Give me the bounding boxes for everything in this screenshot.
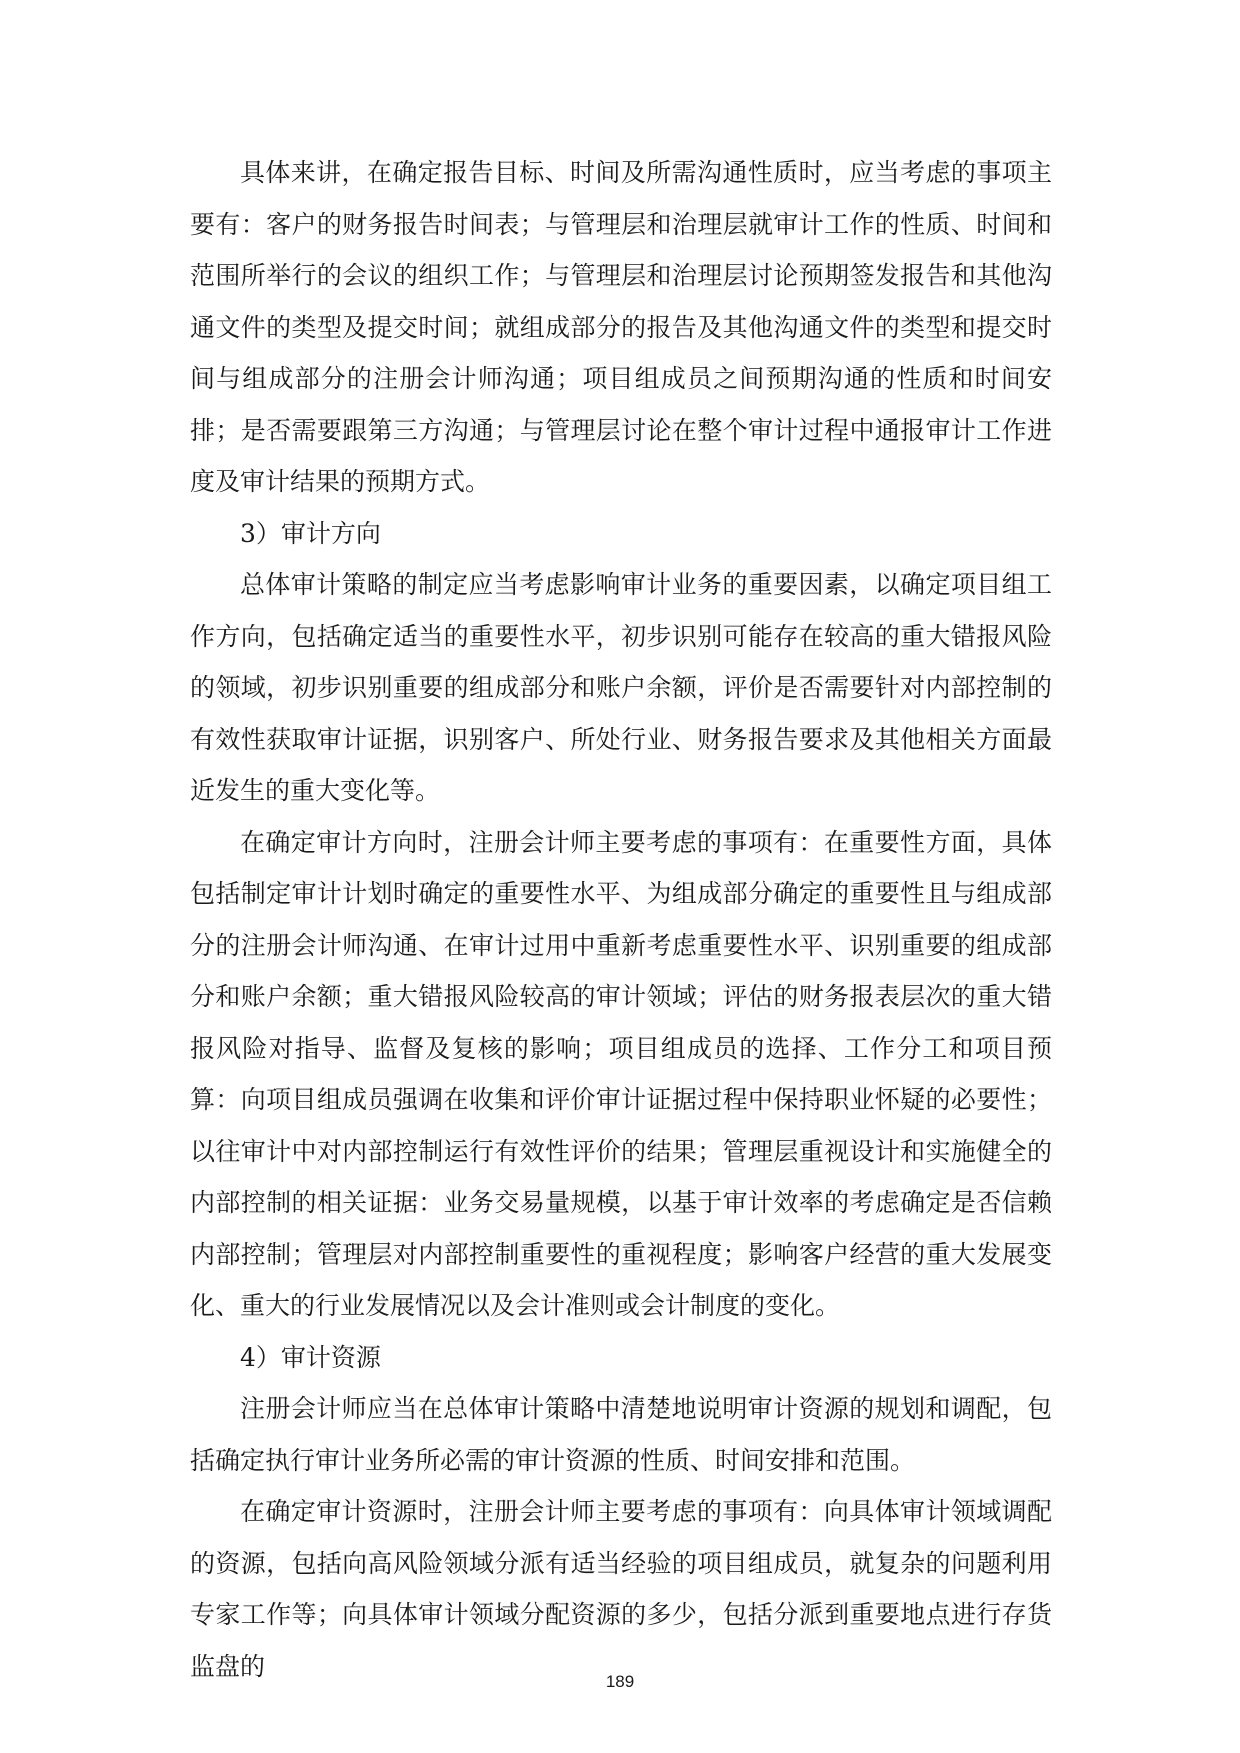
heading-audit-resources: 4）审计资源	[240, 1342, 381, 1372]
paragraph-audit-direction-overview: 总体审计策略的制定应当考虑影响审计业务的重要因素，以确定项目组工作方向，包括确定适当的重要性水平，初步识别可能存在较高的重大错报风险的领域，初步识别重要的组成部分和账户余额，评价是否需要针对内部控制的有效性获取审计证据，识别客户、所处行业、财务报告要求及其他相关方面最近发生的重大变化等。	[190, 570, 1052, 805]
paragraph-audit-resources-matters: 在确定审计资源时，注册会计师主要考虑的事项有：向具体审计领域调配的资源，包括向高风险领域分派有适当经验的项目组成员，就复杂的问题利用专家工作等；向具体审计领域分配资源的多少，包括分派到重要地点进行存货监盘的	[190, 1497, 1052, 1681]
paragraph-audit-resources-overview: 注册会计师应当在总体审计策略中清楚地说明审计资源的规划和调配，包括确定执行审计业务所必需的审计资源的性质、时间安排和范围。	[190, 1394, 1052, 1475]
paragraph-reporting-matters: 具体来讲，在确定报告目标、时间及所需沟通性质时，应当考虑的事项主要有：客户的财务报告时间表；与管理层和治理层就审计工作的性质、时间和范围所举行的会议的组织工作；与管理层和治理层讨论预期签发报告和其他沟通文件的类型及提交时间；就组成部分的报告及其他沟通文件的类型和提交时间与组成部分的注册会计师沟通；项目组成员之间预期沟通的性质和时间安排；是否需要跟第三方沟通；与管理层讨论在整个审计过程中通报审计工作进度及审计结果的预期方式。	[190, 158, 1052, 496]
page-number: 189	[605, 1672, 635, 1691]
heading-audit-direction: 3）审计方向	[240, 518, 381, 548]
page-body	[190, 147, 1052, 1692]
paragraph-audit-direction-matters: 在确定审计方向时，注册会计师主要考虑的事项有：在重要性方面，具体包括制定审计计划时确定的重要性水平、为组成部分确定的重要性且与组成部分的注册会计师沟通、在审计过用中重新考虑重要性水平、识别重要的组成部分和账户余额；重大错报风险较高的审计领域；评估的财务报表层次的重大错报风险对指导、监督及复核的影响；项目组成员的选择、工作分工和项目预算：向项目组成员强调在收集和评价审计证据过程中保持职业怀疑的必要性；以往审计中对内部控制运行有效性评价的结果；管理层重视设计和实施健全的内部控制的相关证据：业务交易量规模，以基于审计效率的考虑确定是否信赖内部控制；管理层对内部控制重要性的重视程度；影响客户经营的重大发展变化、重大的行业发展情况以及会计准则或会计制度的变化。	[190, 827, 1052, 1320]
